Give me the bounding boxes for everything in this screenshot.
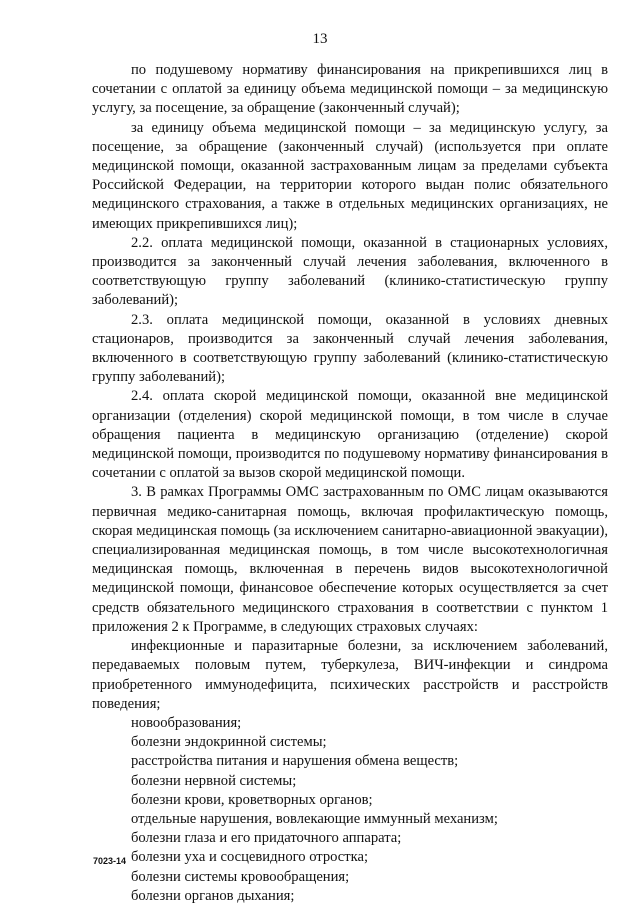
list-item: отдельные нарушения, вовлекающие иммунный механизм; — [131, 810, 498, 827]
list-item: болезни системы кровообращения; — [131, 868, 350, 885]
list-item: болезни уха и сосцевидного отростка; — [131, 849, 369, 866]
list-item: болезни глаза и его придаточного аппарата; — [131, 830, 402, 847]
paragraph: инфекционные и паразитарные болезни, за исключением заболеваний, передаваемых половым путем, туберкулеза, ВИЧ-инфекции и синдрома приобретенного иммунодефицита, психических расстройств и расстройств поведения; — [92, 638, 608, 712]
paragraph: 2.2. оплата медицинской помощи, оказанной в стационарных условиях, производится за законченный случай лечения заболевания, включенного в соответствующую группу заболеваний (клинико-статистическую группу заболеваний); — [92, 234, 608, 309]
list-item: расстройства питания и нарушения обмена веществ; — [131, 753, 459, 770]
paragraph: 2.4. оплата скорой медицинской помощи, оказанной вне медицинской организации (отделения) скорой медицинской помощи, в том числе в случае обращения пациента в медицинскую организацию (отделение) скорой медицинской помощи, производится по подушевому нормативу финансирования в сочетании с оплатой за вызов скорой медицинской помощи. — [92, 388, 608, 482]
list-item: новообразования; — [131, 714, 242, 731]
list-item: болезни органов дыхания; — [131, 887, 295, 904]
page-number: 13 — [312, 31, 328, 47]
paragraph: за единицу объема медицинской помощи – за медицинскую услугу, за посещение, за обращение (законченный случай) (используется при оплате медицинской помощи, оказанной застрахованным лицам за пределами субъекта Российской Федерации, на территории которого выдан полис обязательного медицинского страхования, а также в отдельных медицинских организациях, не имеющих прикрепившихся лиц); — [92, 119, 608, 232]
paragraph: 3. В рамках Программы ОМС застрахованным по ОМС лицам оказываются первичная медико-санитарная помощь, включая профилактическую помощь, скорая медицинская помощь (за исключением санитарно-авиационной эвакуации), специализированная медицинская помощь, в том числе высокотехнологичная медицинская помощь, включенная в перечень видов высокотехнологичной медицинской помощи, финансовое обеспечение которых осуществляется за счет средств обязательного медицинского страхования в соответствии с пунктом 1 приложения 2 к Программе, в следующих страховых случаях: — [92, 484, 608, 635]
list-item: болезни нервной системы; — [131, 772, 297, 789]
list-item: болезни крови, кроветворных органов; — [131, 791, 373, 808]
document-body — [92, 61, 608, 906]
document-code: 7023-14 — [93, 856, 127, 866]
paragraph: 2.3. оплата медицинской помощи, оказанной в условиях дневных стационаров, производится за законченный случай лечения заболевания, включенного в соответствующую группу заболеваний (клинико-статистическую группу заболеваний); — [92, 311, 608, 386]
paragraph: по подушевому нормативу финансирования на прикрепившихся лиц в сочетании с оплатой за единицу объема медицинской помощи – за медицинскую услугу, за посещение, за обращение (законченный случай); — [92, 62, 608, 117]
list-item: болезни эндокринной системы; — [131, 734, 327, 751]
